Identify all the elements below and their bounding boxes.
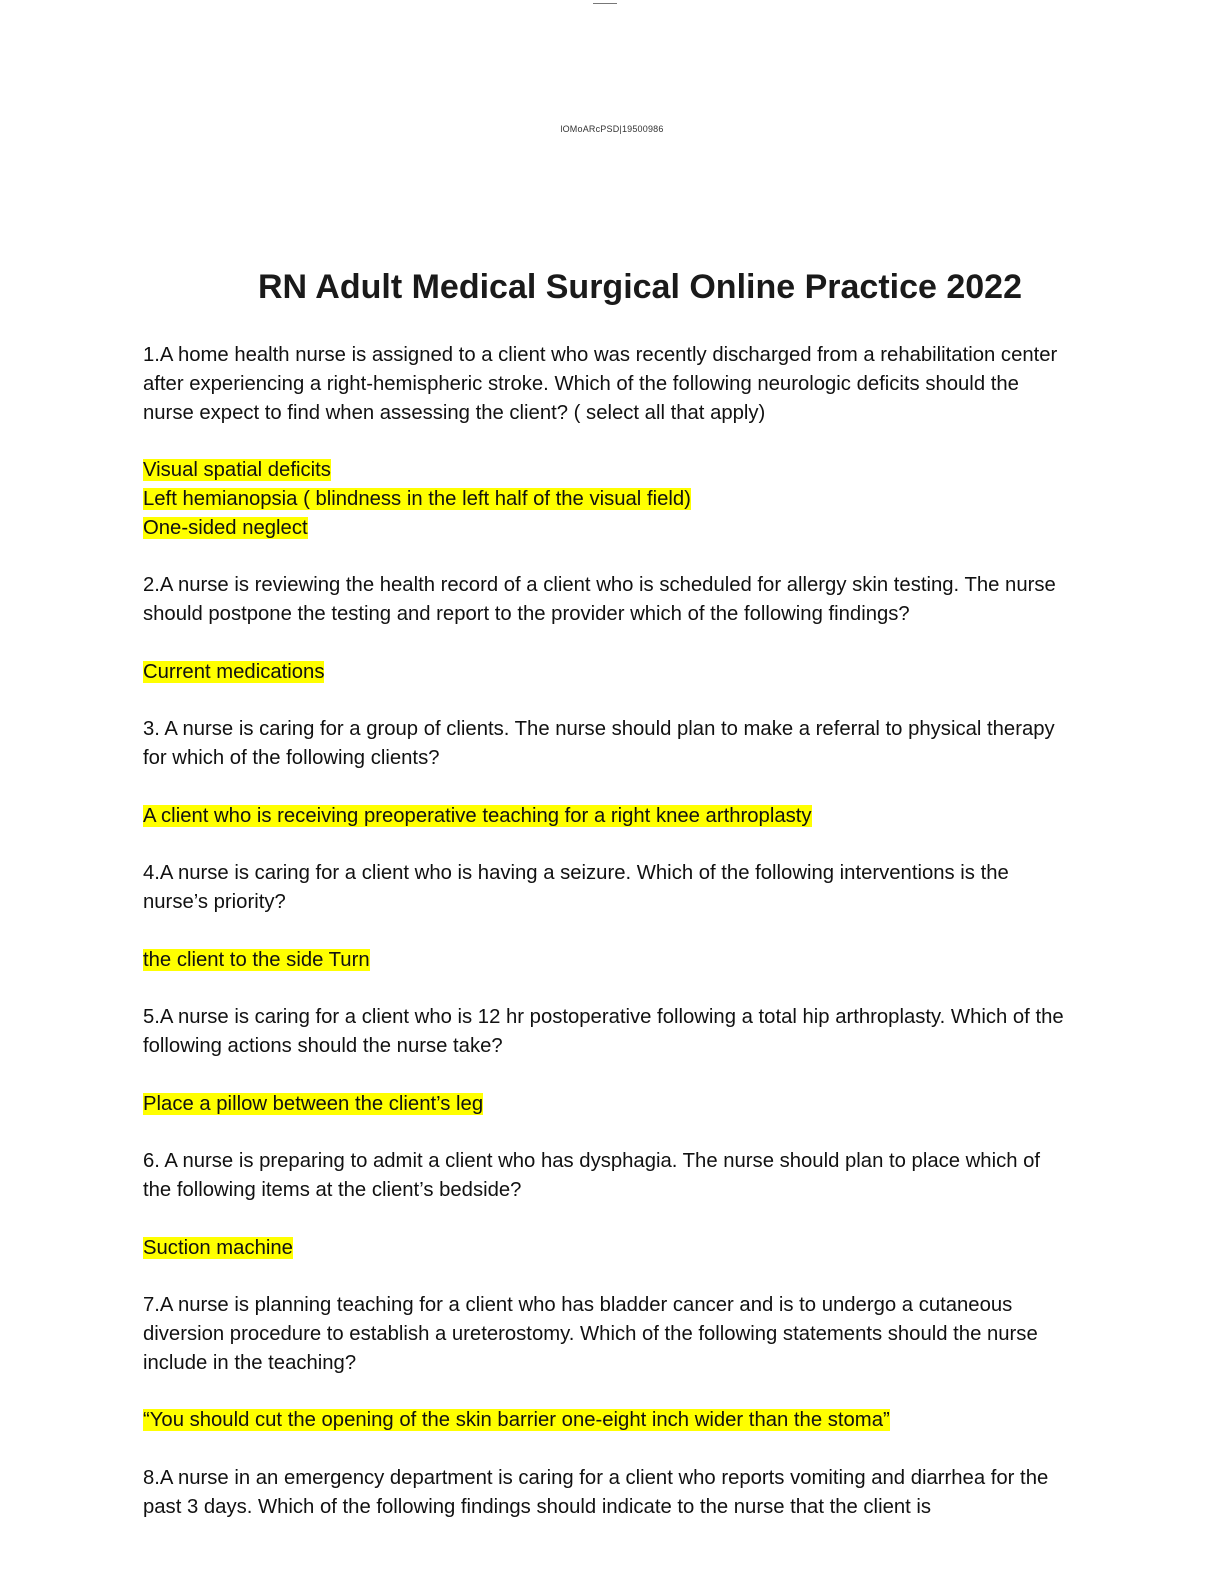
answers-6 [143,1234,1073,1263]
answer-highlight: Visual spatial deficits [143,459,331,482]
question-8: 8.A nurse in an emergency department is caring for a client who reports vomiting and diarrhea for the past 3 days. Which of the following findings should indicate to the nurse that the client is [143,1467,1049,1518]
page-top-mark [593,0,617,4]
answers-2 [143,658,1073,687]
answer-highlight: “You should cut the opening of the skin barrier one-eight inch wider than the stoma” [143,1409,890,1432]
answers-5 [143,1090,1073,1119]
answer-highlight: Place a pillow between the client’s leg [143,1092,484,1115]
answers-4 [143,946,1073,975]
answer-highlight: Left hemianopsia ( blindness in the left half of the visual field) [143,487,691,510]
answers-7 [143,1406,1073,1435]
answer-highlight: the client to the side Turn [143,948,370,971]
answer-highlight: Suction machine [143,1236,293,1259]
document-id: lOMoARcPSD|19500986 [560,124,664,134]
question-2: 2.A nurse is reviewing the health record of a client who is scheduled for allergy skin testing. The nurse should postpone the testing and report to the provider which of the following findings? [143,574,1056,626]
answers-1 [143,456,1073,542]
answer-highlight: A client who is receiving preoperative teaching for a right knee arthroplasty [143,804,812,827]
page-title: RN Adult Medical Surgical Online Practice 2022 [258,268,1022,306]
question-5: 5.A nurse is caring for a client who is 12 hr postoperative following a total hip arthroplasty. Which of the following actions should the nurse take? [143,1006,1064,1058]
question-7: 7.A nurse is planning teaching for a client who has bladder cancer and is to undergo a cutaneous diversion procedure to establish a ureterostomy. Which of the following statements should the nurse include in the teaching? [143,1294,1038,1374]
answer-highlight: Current medications [143,660,325,683]
answer-highlight: One-sided neglect [143,516,308,539]
question-list [143,341,1073,1522]
question-1: 1.A home health nurse is assigned to a client who was recently discharged from a rehabilitation center after experiencing a right-hemispheric stroke. Which of the following neurologic deficits should the nurse expect to find when assessing the client? ( select all that apply) [143,344,1058,424]
question-4: 4.A nurse is caring for a client who is having a seizure. Which of the following interventions is the nurse’s priority? [143,862,1009,914]
question-6: 6. A nurse is preparing to admit a client who has dysphagia. The nurse should plan to place which of the following items at the client’s bedside? [143,1150,1041,1202]
answers-3 [143,802,1073,831]
question-3: 3. A nurse is caring for a group of clients. The nurse should plan to make a referral to physical therapy for which of the following clients? [143,718,1055,770]
